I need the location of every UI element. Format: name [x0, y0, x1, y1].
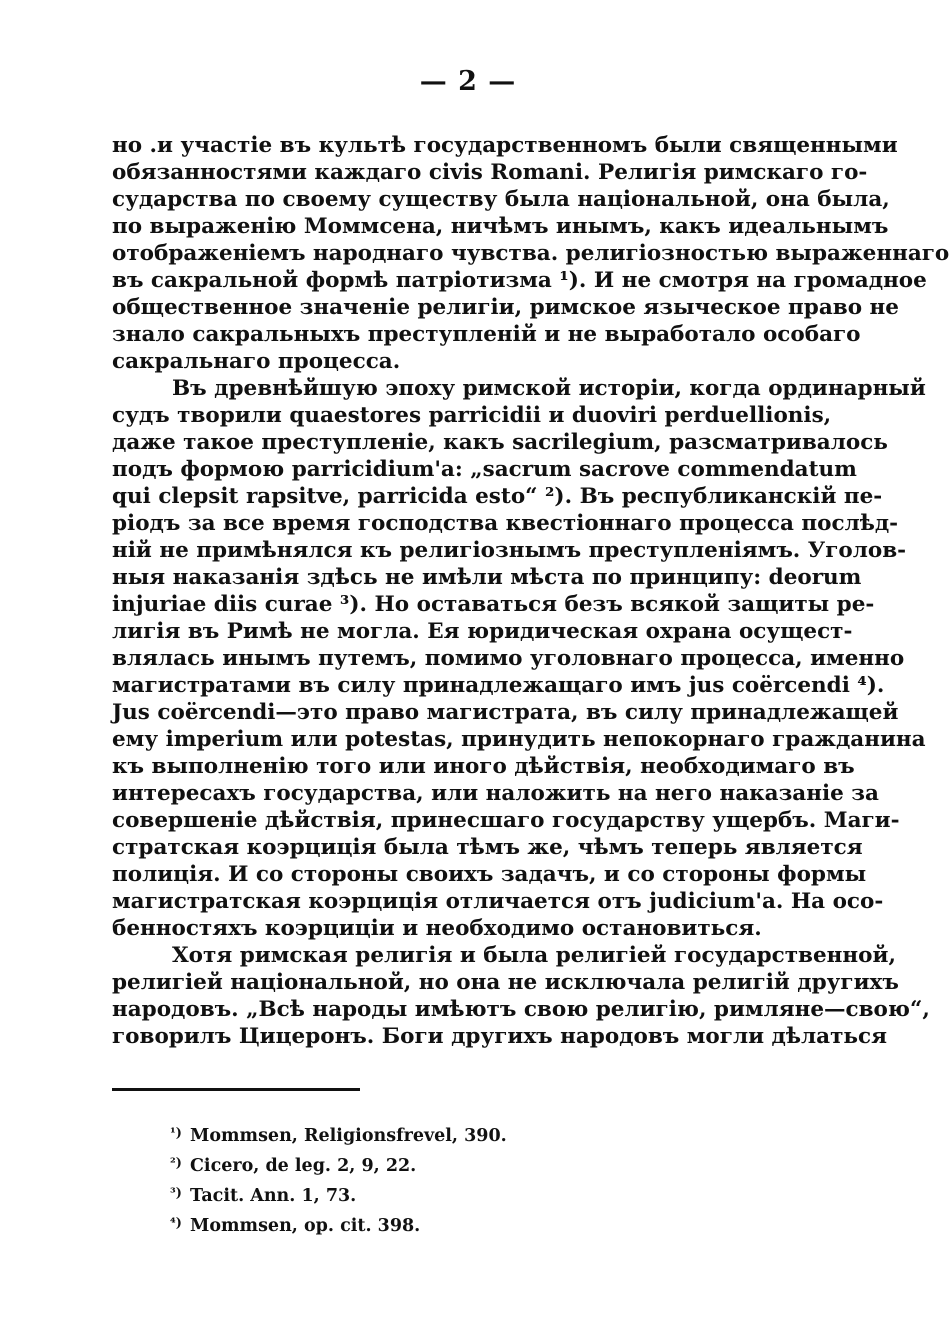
footnote-marker: ¹) — [170, 1126, 182, 1141]
text-line: магистратская коэрциція отличается отъ judicium'a. На осо- — [112, 889, 884, 914]
paragraph-1 — [112, 132, 949, 375]
text-line: сакральнаго процесса. — [112, 349, 401, 374]
body-text — [112, 132, 949, 1050]
text-line: обязанностями каждаго civis Romani. Религія римскаго го- — [112, 160, 868, 185]
text-line: бенностяхъ коэрциціи и необходимо остановиться. — [112, 916, 762, 941]
text-line: Въ древнѣйшую эпоху римской исторіи, когда ординарный — [172, 376, 926, 401]
text-line: qui clepsit rapsitve, parricida esto“ ²). Въ республиканскій пе- — [112, 484, 883, 509]
text-line: отображеніемъ народнаго чувства. религіозностью выраженнаго — [112, 241, 949, 266]
text-line: injuriae diis curae ³). Но оставаться безъ всякой защиты ре- — [112, 592, 875, 617]
footnotes — [170, 1120, 770, 1240]
footnote-separator — [112, 1088, 360, 1091]
footnote-text: Mommsen, op. cit. 398. — [190, 1216, 421, 1236]
text-line: въ сакральной формѣ патріотизма ¹). И не смотря на громадное — [112, 268, 927, 293]
text-line: общественное значеніе религіи, римское языческое право не — [112, 295, 899, 320]
text-line: говорилъ Цицеронъ. Боги другихъ народовъ могли дѣлаться — [112, 1024, 887, 1049]
footnote-text: Mommsen, Religionsfrevel, 390. — [190, 1126, 507, 1146]
text-line: народовъ. „Всѣ народы имѣютъ свою религію, римляне—свою“, — [112, 997, 930, 1022]
paragraph-3 — [112, 942, 930, 1050]
text-line: магистратами въ силу принадлежащаго имъ jus coërcendi ⁴). — [112, 673, 885, 698]
text-line: подъ формою parricidium'a: „sacrum sacrove commendatum — [112, 457, 857, 482]
text-line: интересахъ государства, или наложить на него наказаніе за — [112, 781, 879, 806]
text-line: ныя наказанія здѣсь не имѣли мѣста по принципу: deorum — [112, 565, 862, 590]
text-line: полиція. И со стороны своихъ задачъ, и со стороны формы — [112, 862, 867, 887]
footnote-text: Tacit. Ann. 1, 73. — [190, 1186, 357, 1206]
text-line: по выраженію Моммсена, ничѣмъ инымъ, какъ идеальнымъ — [112, 214, 889, 239]
footnote-marker: ⁴) — [170, 1216, 182, 1231]
text-line: лигія въ Римѣ не могла. Ея юридическая охрана осущест- — [112, 619, 853, 644]
text-line: Хотя римская религія и была религіей государственной, — [172, 943, 896, 968]
text-line: даже такое преступленіе, какъ sacrilegium, разсматривалось — [112, 430, 888, 455]
footnote-1 — [170, 1120, 770, 1150]
text-line: ему imperium или potestas, принудить непокорнаго гражданина — [112, 727, 926, 752]
footnote-marker: ³) — [170, 1186, 182, 1201]
text-line: совершеніе дѣйствія, принесшаго государству ущербъ. Маги- — [112, 808, 900, 833]
footnote-3 — [170, 1180, 770, 1210]
text-line: религіей національной, но она не исключала религій другихъ — [112, 970, 899, 995]
footnote-4 — [170, 1210, 770, 1240]
text-line: Jus coërcendi—это право магистрата, въ силу принадлежащей — [112, 700, 899, 725]
text-line: къ выполненію того или иного дѣйствія, необходимаго въ — [112, 754, 855, 779]
text-line: влялась инымъ путемъ, помимо уголовнаго процесса, именно — [112, 646, 905, 671]
text-line: но .и участіе въ культѣ государственномъ были священными — [112, 133, 898, 158]
text-line: ріодъ за все время господства квестіоннаго процесса послѣд- — [112, 511, 899, 536]
text-line: ній не примѣнялся къ религіознымъ преступленіямъ. Уголов- — [112, 538, 907, 563]
footnote-2 — [170, 1150, 770, 1180]
paragraph-2 — [112, 375, 926, 942]
text-line: знало сакральныхъ преступленій и не выработало особаго — [112, 322, 861, 347]
text-line: стратская коэрциція была тѣмъ же, чѣмъ теперь является — [112, 835, 863, 860]
text-line: судъ творили quaestores parricidii и duoviri perduellionis, — [112, 403, 832, 428]
page-number: — 2 — — [419, 66, 517, 97]
footnote-marker: ²) — [170, 1156, 182, 1171]
footnote-text: Cicero, de leg. 2, 9, 22. — [190, 1156, 417, 1176]
text-line: сударства по своему существу была національной, она была, — [112, 187, 890, 212]
